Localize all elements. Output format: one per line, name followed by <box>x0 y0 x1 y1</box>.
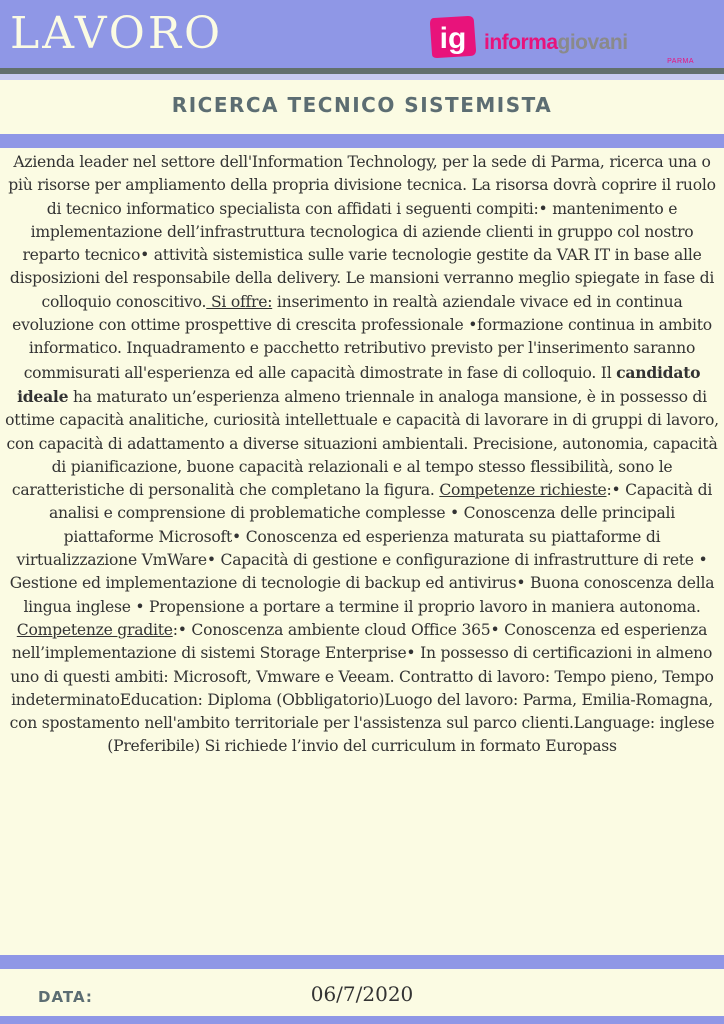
informagiovani-logo <box>424 14 716 68</box>
logo-wordmark <box>484 30 628 56</box>
candidate-text: ha maturato un’esperienza almeno triennale in analoga mansione, è in possesso di ottime capacità analitiche, curiosità intellettuale e capacità di lavorare in di gruppi di lavoro, con capacità di adattamento a diverse situazioni ambientali. Precisione, autonomia, capacità di pianificazione, buone capacità relazionali e al tempo stesso flessibilità, sono le caratteristiche di personalità che completano la figura. <box>5 387 719 500</box>
logo-text-giovani: giovani <box>557 31 628 54</box>
ig-logo-icon <box>428 14 478 60</box>
required-skills-text: :• Capacità di analisi e comprensione di problematiche complesse • Conoscenza delle principali piattaforme Microsoft• Conoscenza ed esperienza maturata su piattaforme di virtualizzazione VmWare• Capacità di gestione e configurazione di infrastrutture di rete • Gestione ed implementazione di tecnologie di backup ed antivirus• Buona conoscenza della lingua inglese • Propensione a portare a termine il proprio lavoro in maniera autonoma. <box>9 481 715 616</box>
bottom-divider <box>0 955 724 969</box>
job-title: RICERCA TECNICO SISTEMISTA <box>171 93 553 117</box>
date-value: 06/7/2020 <box>310 982 414 1006</box>
preferred-skills-heading: Competenze gradite <box>16 620 173 639</box>
job-description <box>2 151 722 759</box>
section-title: LAVORO <box>10 8 224 59</box>
top-divider <box>0 134 724 148</box>
footer-bar <box>0 1016 724 1024</box>
offer-text: inserimento in realtà aziendale vivace ed in continua evoluzione con ottime prospettive di crescita professionale •formazione continua in ambito informatico. Inquadramento e pacchetto retributivo previsto per l'inserimento saranno commisurati all'esperienza ed alle capacità dimostrate in fase di colloquio. Il <box>12 292 712 382</box>
header-banner <box>0 0 724 68</box>
offer-heading: Si offre: <box>206 292 273 311</box>
date-label: DATA: <box>38 988 93 1006</box>
preferred-skills-text: :• Conoscenza ambiente cloud Office 365• Conoscenza ed esperienza nell’implementazione di sistemi Storage Enterprise• In possesso di certificazioni in almeno uno di questi ambiti: Microsoft, Vmware e Veeam. Contratto di lavoro: Tempo pieno, Tempo indeterminatoEducation: Diploma (Obbligatorio)Luogo del lavoro: Parma, Emilia-Romagna, con spostamento nell'ambito territoriale per l'assistenza sul parco clienti.Language: inglese (Preferibile) Si richiede l’invio del curriculum in formato Europass <box>9 620 715 756</box>
logo-subtext: PARMA <box>667 58 694 65</box>
header-divider-light <box>0 74 724 80</box>
logo-text-informa: informa <box>484 31 558 54</box>
required-skills-heading: Competenze richieste <box>439 481 607 500</box>
ideal-candidate-label: candidato ideale <box>17 362 701 406</box>
description-intro: Azienda leader nel settore dell'Information Technology, per la sede di Parma, ricerca una o più risorse per ampliamento della propria divisione tecnica. La risorsa dovrà coprire il ruolo di tecnico informatico specialista con affidati i seguenti compiti:• mantenimento e implementazione dell’infrastruttura tecnologica di aziende clienti in gruppo col nostro reparto tecnico• attività sistemistica sulle varie tecnologie gestite da VAR IT in base alle disposizioni del responsabile della delivery. Le mansioni verranno meglio spiegate in fase di colloquio conoscitivo. <box>8 153 716 311</box>
svg-text:ig: ig <box>439 22 467 55</box>
